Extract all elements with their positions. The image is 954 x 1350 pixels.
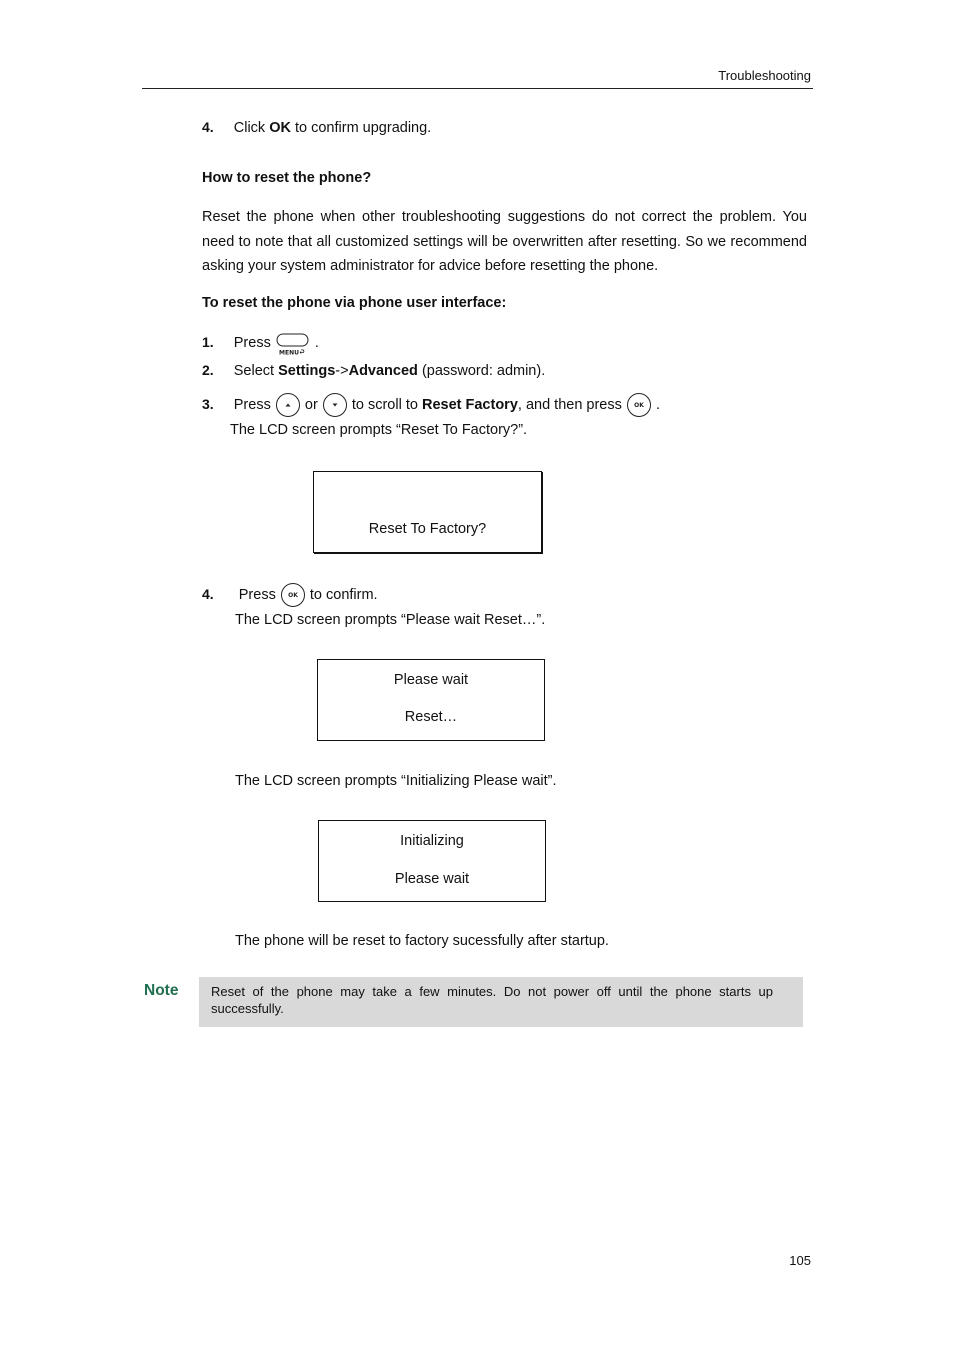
ok-key-label: OK xyxy=(287,592,298,600)
note-text: Reset of the phone may take a few minutes. Do not power off until the phone starts up successfully. xyxy=(211,984,773,1016)
step-text-end: to confirm. xyxy=(309,586,378,603)
step-4-prompt: The LCD screen prompts “Please wait Reset…”. xyxy=(235,612,546,628)
header-divider xyxy=(142,88,813,89)
step-4-confirm xyxy=(202,582,378,608)
up-arrow-key-icon xyxy=(275,392,301,418)
step-3 xyxy=(202,392,660,418)
ok-key-label: OK xyxy=(634,402,644,410)
lcd-screen-reset-prompt xyxy=(313,471,542,553)
lcd-line: Reset… xyxy=(404,709,458,725)
step-text-scroll: to scroll to xyxy=(351,396,418,413)
faq-heading: How to reset the phone? xyxy=(202,170,372,186)
step-number: 3. xyxy=(202,395,214,412)
lcd-line: Reset To Factory? xyxy=(368,521,487,537)
step-number: 4. xyxy=(202,585,214,602)
step-number: 2. xyxy=(202,362,214,378)
step-text-end: (password: admin). xyxy=(421,363,546,379)
ok-key-icon xyxy=(280,582,306,608)
step-text: Press xyxy=(233,334,271,351)
step-text-post: to confirm upgrading. xyxy=(294,120,432,136)
intro-paragraph: Reset the phone when other troubleshooting suggestions do not correct the problem. You need to note that all customized settings will be overwritten after resetting. So we recommend asking your system administrator for advice before resetting the phone. xyxy=(202,209,807,274)
procedure-heading: To reset the phone via phone user interface: xyxy=(202,295,507,311)
step-text-end: . xyxy=(314,334,319,351)
lcd-line: Please wait xyxy=(393,672,469,688)
step-text: Press xyxy=(233,396,271,413)
initializing-prompt-text: The LCD screen prompts “Initializing Please wait”. xyxy=(235,773,557,789)
down-arrow-key-icon xyxy=(322,392,348,418)
lcd-screen-initializing xyxy=(318,820,546,902)
menu-path-separator: -> xyxy=(335,363,349,379)
lcd-line: Initializing xyxy=(400,833,464,849)
ok-key-icon xyxy=(626,392,652,418)
ok-key-name: OK xyxy=(269,120,291,136)
menu-key-label: MENU xyxy=(278,349,299,356)
menu-key-icon xyxy=(275,332,311,356)
step-2 xyxy=(202,362,545,379)
lcd-line: Please wait xyxy=(394,871,470,887)
step-number: 4. xyxy=(202,119,214,135)
step-4-upgrade xyxy=(202,119,431,136)
menu-path-settings: Settings xyxy=(278,363,336,379)
note-label: Note xyxy=(144,982,179,999)
step-text-pre: Click xyxy=(233,120,266,136)
step-text: Select xyxy=(233,363,275,379)
menu-path-advanced: Advanced xyxy=(348,363,418,379)
note-box xyxy=(199,977,803,1027)
step-1 xyxy=(202,331,319,355)
step-number: 1. xyxy=(202,333,214,350)
step-text-then: , and then press xyxy=(517,396,622,413)
step-3-prompt: The LCD screen prompts “Reset To Factory?”. xyxy=(230,422,528,438)
step-text-or: or xyxy=(304,396,318,413)
page-number: 105 xyxy=(789,1253,811,1268)
running-header: Troubleshooting xyxy=(718,68,811,83)
step-text: Press xyxy=(238,586,276,603)
reset-factory-option: Reset Factory xyxy=(421,396,518,413)
step-text-end: . xyxy=(655,396,660,413)
final-result-text: The phone will be reset to factory sucessfully after startup. xyxy=(235,933,609,949)
lcd-screen-please-wait xyxy=(317,659,545,741)
